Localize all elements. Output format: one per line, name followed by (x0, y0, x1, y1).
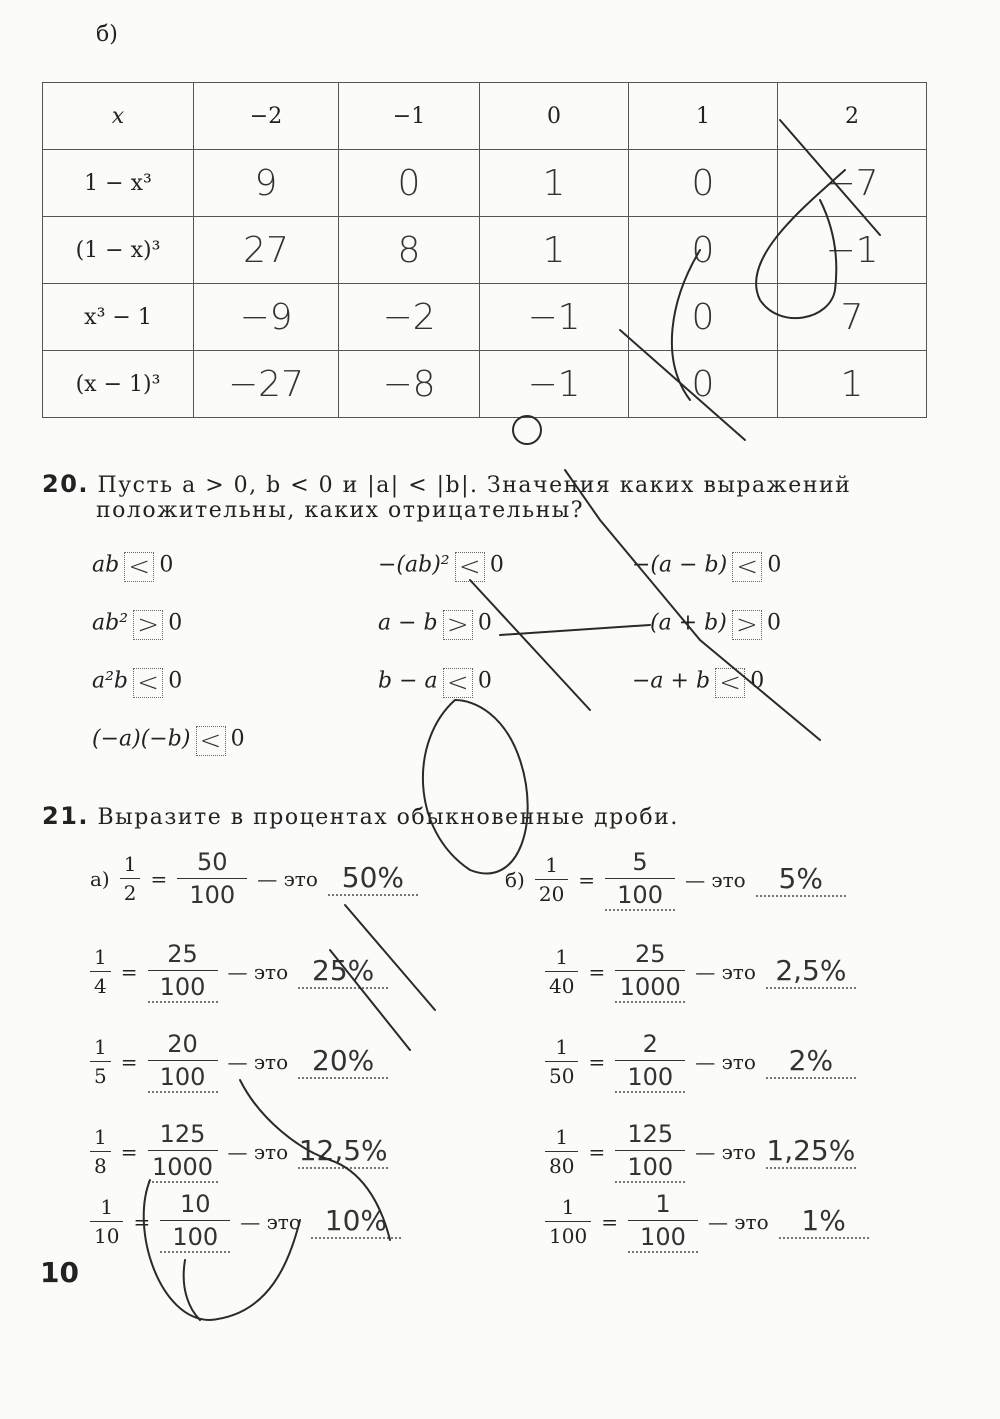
table-cell: 7 (778, 284, 927, 351)
task21-row: $\frac{1}{8}$ = $\frac{125}{1000}$ — это 12,5% (90, 1120, 388, 1183)
table-cell: 0 (629, 150, 778, 217)
percent-answer[interactable]: 12,5% (298, 1134, 388, 1167)
table-header-cell: x (43, 83, 194, 150)
table-cell: 1 (480, 217, 629, 284)
answer-box[interactable]: < (732, 552, 762, 582)
table-cell: −9 (194, 284, 339, 351)
eto-label: — это (227, 1139, 289, 1164)
percent-answer[interactable]: 2,5% (766, 954, 856, 989)
expression: −a + b (632, 668, 711, 694)
expression: −(ab)² (378, 552, 450, 578)
eto-label: — это (695, 1139, 756, 1164)
task20-item (378, 552, 504, 582)
row-label: (x − 1)³ (43, 351, 194, 418)
table-header-cell: −1 (339, 83, 480, 150)
table-header-cell: −2 (194, 83, 339, 150)
expression: (−a)(−b) (92, 726, 191, 752)
expression: b − a (378, 668, 438, 694)
task-number: 21. (42, 802, 90, 830)
answer-box[interactable]: < (124, 552, 154, 582)
row-label: (1 − x)³ (43, 217, 194, 284)
fraction: $\frac{1}{4}$ (90, 945, 111, 998)
answer-box[interactable]: < (715, 668, 745, 698)
zero: 0 (168, 668, 183, 694)
eto-label: — это (227, 1049, 289, 1074)
eto-label: — это (685, 867, 746, 892)
task20-item (632, 552, 781, 582)
zero: 0 (230, 726, 245, 752)
expression: a − b (378, 610, 438, 636)
table-cell: 0 (629, 351, 778, 418)
table-cell: −1 (480, 284, 629, 351)
eto-label: — это (257, 866, 318, 891)
fraction: $\frac{1}{20}$ (535, 853, 568, 906)
table-header-cell: 2 (778, 83, 927, 150)
percent-answer[interactable]: 2% (766, 1044, 856, 1079)
table-cell: 27 (194, 217, 339, 284)
task20-item (650, 610, 781, 640)
fraction: $\frac{1}{2}$ (120, 852, 141, 905)
table-cell: 1 (778, 351, 927, 418)
task20-item (92, 668, 182, 698)
task-number: 20. (42, 470, 90, 498)
table-cell: −1 (778, 217, 927, 284)
zero: 0 (750, 668, 765, 694)
task21-row: б) $\frac{1}{20}$ = $\frac{5}{100}$ — это 5% (505, 848, 846, 911)
answer-fraction[interactable]: $\frac{25}{1000}$ (615, 940, 685, 1003)
task20-item (378, 668, 492, 698)
table-cell: 1 (480, 150, 629, 217)
fraction: $\frac{1}{100}$ (545, 1195, 591, 1248)
answer-box[interactable]: > (732, 610, 762, 640)
answer-fraction[interactable]: $\frac{125}{1000}$ (148, 1120, 218, 1183)
row-label: 1 − x³ (43, 150, 194, 217)
task21-row: а) $\frac{1}{2}$ = $\frac{50}{100}$ — это 50% (90, 848, 418, 909)
table-header-row (43, 83, 927, 150)
table-row (43, 217, 927, 284)
zero: 0 (477, 668, 492, 694)
task21-row: $\frac{1}{10}$ = $\frac{10}{100}$ — это 10% (90, 1190, 401, 1253)
eto-label: — это (695, 959, 756, 984)
table-row (43, 351, 927, 418)
answer-fraction[interactable]: $\frac{20}{100}$ (148, 1030, 218, 1093)
eto-label: — это (240, 1209, 301, 1234)
table-cell: −7 (778, 150, 927, 217)
task21-row: $\frac{1}{4}$ = $\frac{25}{100}$ — это 25% (90, 940, 388, 1003)
task21-row: $\frac{1}{80}$ = $\frac{125}{100}$ — это 1,25% (545, 1120, 856, 1183)
zero: 0 (168, 610, 183, 636)
answer-fraction[interactable]: $\frac{10}{100}$ (160, 1190, 230, 1253)
part-b-label: б) (96, 22, 118, 47)
answer-box[interactable]: < (196, 726, 226, 756)
fraction: $\frac{1}{5}$ (90, 1035, 111, 1088)
fraction: $\frac{1}{40}$ (545, 945, 578, 998)
scribble-stroke (500, 625, 650, 635)
zero: 0 (767, 552, 782, 578)
expression: (a + b) (650, 610, 727, 636)
label-b: б) (505, 867, 525, 892)
task20-item (92, 610, 182, 640)
table-row (43, 150, 927, 217)
label-a: а) (90, 866, 110, 891)
task20-item (92, 552, 173, 582)
table-cell: −27 (194, 351, 339, 418)
answer-box[interactable]: < (443, 668, 473, 698)
answer-box[interactable]: > (133, 610, 163, 640)
table-cell: −8 (339, 351, 480, 418)
percent-answer[interactable]: 10% (311, 1204, 401, 1239)
table-row (43, 284, 927, 351)
zero: 0 (477, 610, 492, 636)
answer-box[interactable]: < (455, 552, 485, 582)
answer-box[interactable]: < (133, 668, 163, 698)
answer-fraction[interactable]: $\frac{2}{100}$ (615, 1030, 685, 1093)
scribble-stroke (513, 416, 541, 444)
table-header-cell: 1 (629, 83, 778, 150)
answer-fraction[interactable]: $\frac{25}{100}$ (148, 940, 218, 1003)
answer-box[interactable]: > (443, 610, 473, 640)
task20-text-line1: Пусть a > 0, b < 0 и |a| < |b|. Значения каких выражений (97, 473, 852, 498)
expression: a²b (92, 668, 129, 694)
task21-row: $\frac{1}{5}$ = $\frac{20}{100}$ — это 20% (90, 1030, 388, 1093)
task20-item (378, 610, 492, 640)
fraction: $\frac{1}{50}$ (545, 1035, 578, 1088)
task21-row: $\frac{1}{40}$ = $\frac{25}{1000}$ — это 2,5% (545, 940, 856, 1003)
fraction: $\frac{1}{80}$ (545, 1125, 578, 1178)
table-cell: −2 (339, 284, 480, 351)
task20-statement (42, 470, 922, 523)
page-number: 10 (40, 1256, 79, 1289)
answer-fraction[interactable]: $\frac{1}{100}$ (628, 1190, 698, 1253)
zero: 0 (159, 552, 174, 578)
table-cell: 9 (194, 150, 339, 217)
expression: ab (92, 552, 120, 578)
percent-answer[interactable]: 1% (779, 1204, 869, 1239)
fraction: $\frac{1}{10}$ (90, 1195, 123, 1248)
eto-label: — это (227, 959, 289, 984)
task21-text: Выразите в процентах обыкновенные дроби. (97, 805, 679, 830)
percent-answer[interactable]: 1,25% (766, 1134, 856, 1167)
expression: ab² (92, 610, 129, 636)
answer-fraction[interactable]: $\frac{50}{100}$ (177, 848, 247, 909)
task20-text-line2: положительны, каких отрицательны? (96, 498, 585, 523)
table-cell: 0 (629, 284, 778, 351)
fraction: $\frac{1}{8}$ (90, 1125, 111, 1178)
scribble-stroke (184, 1260, 200, 1320)
percent-answer[interactable]: 5% (756, 862, 846, 897)
expression: −(a − b) (632, 552, 728, 578)
percent-answer[interactable]: 50% (328, 861, 418, 896)
answer-fraction[interactable]: $\frac{125}{100}$ (615, 1120, 685, 1183)
table-cell: −1 (480, 351, 629, 418)
row-label: x³ − 1 (43, 284, 194, 351)
task20-item (92, 726, 245, 756)
task21-row: $\frac{1}{50}$ = $\frac{2}{100}$ — это 2% (545, 1030, 856, 1093)
table-cell: 8 (339, 217, 480, 284)
task20-item (632, 668, 764, 698)
table-header-cell: 0 (480, 83, 629, 150)
task21-row: $\frac{1}{100}$ = $\frac{1}{100}$ — это 1% (545, 1190, 869, 1253)
percent-answer[interactable]: 25% (298, 954, 388, 989)
table-cell: 0 (629, 217, 778, 284)
values-table (42, 82, 927, 418)
answer-fraction[interactable]: $\frac{5}{100}$ (605, 848, 675, 911)
eto-label: — это (707, 1209, 769, 1234)
task21-statement (42, 802, 679, 830)
zero: 0 (489, 552, 504, 578)
zero: 0 (766, 610, 781, 636)
eto-label: — это (695, 1049, 756, 1074)
table-cell: 0 (339, 150, 480, 217)
percent-answer[interactable]: 20% (298, 1044, 388, 1079)
